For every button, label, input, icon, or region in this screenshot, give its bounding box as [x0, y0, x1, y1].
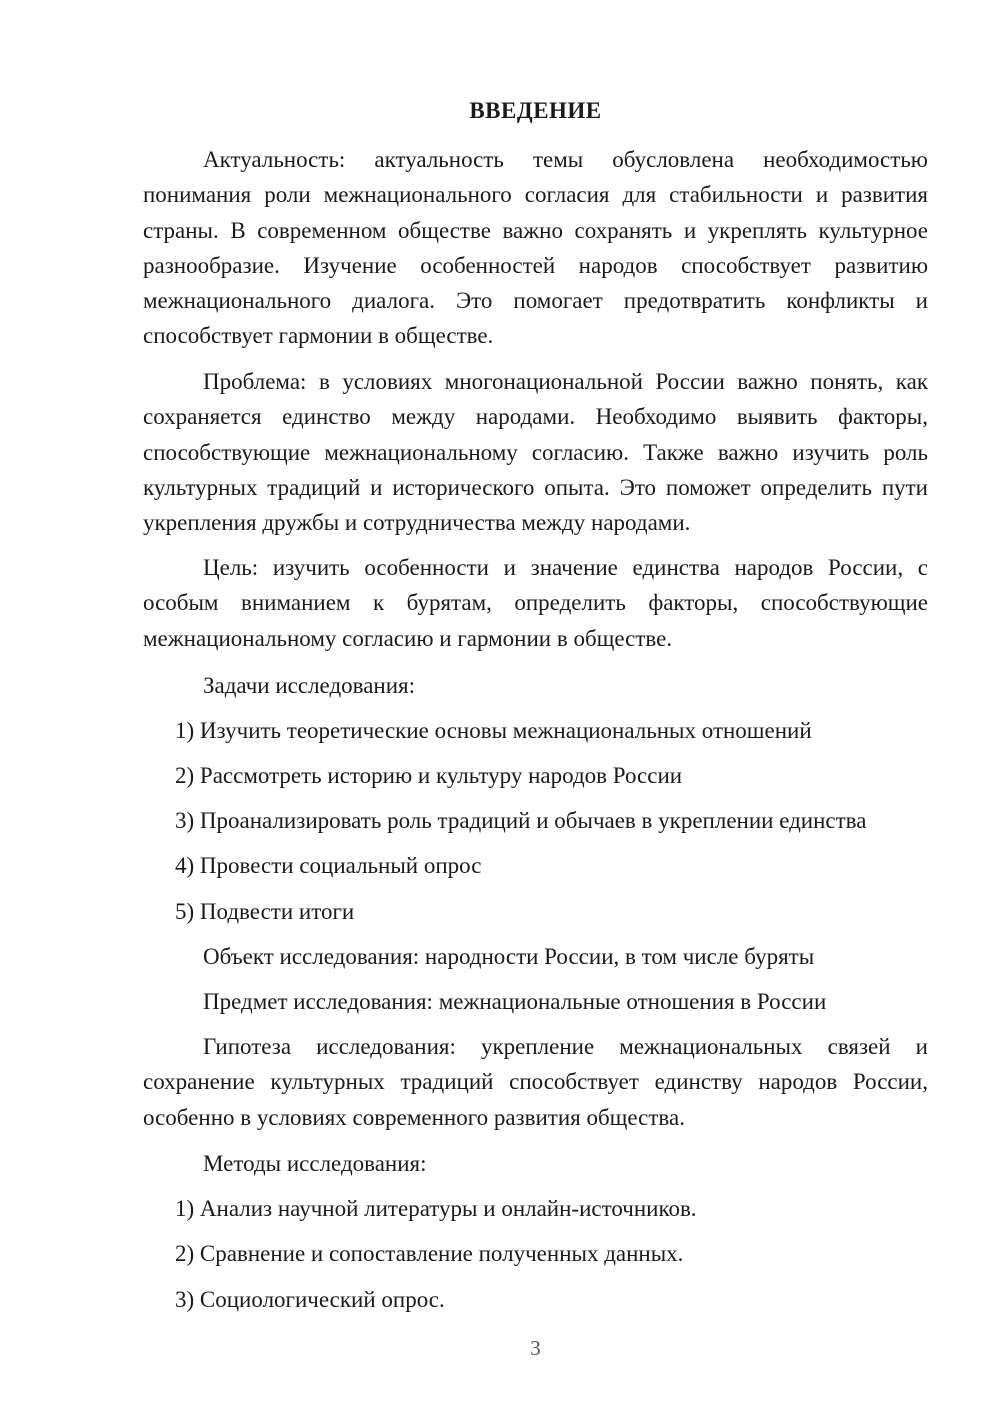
- problem-paragraph: Проблема: в условиях многонациональной России важно понять, как сохраняется единство между народами. Необходимо выявить факторы, способствующие межнациональному согласию. Также важно изучить роль культурных традиций и исторического опыта. Это поможет определить пути укрепления дружбы и сотрудничества между народами.: [143, 369, 928, 536]
- task-item: 4) Провести социальный опрос: [175, 853, 482, 878]
- research-subject: Предмет исследования: межнациональные отношения в России: [203, 989, 827, 1014]
- methods-heading: Методы исследования:: [203, 1151, 427, 1176]
- goal-paragraph: Цель: изучить особенности и значение единства народов России, с особым вниманием к бурятам, определить факторы, способствующие межнациональному согласию и гармонии в обществе.: [143, 555, 928, 651]
- method-item: 3) Социологический опрос.: [175, 1287, 445, 1312]
- relevance-paragraph: Актуальность: актуальность темы обусловлена необходимостью понимания роли межнационального согласия для стабильности и развития страны. В современном обществе важно сохранять и укреплять культурное разнообразие. Изучение особенностей народов способствует развитию межнационального диалога. Это помогает предотвратить конфликты и способствует гармонии в обществе.: [143, 147, 928, 349]
- page-title: ВВЕДЕНИЕ: [469, 98, 602, 123]
- page-number: 3: [530, 1336, 541, 1360]
- method-item: 2) Сравнение и сопоставление полученных данных.: [175, 1241, 684, 1266]
- hypothesis-paragraph: Гипотеза исследования: укрепление межнациональных связей и сохранение культурных традиций способствует единству народов России, особенно в условиях современного развития общества.: [143, 1034, 928, 1130]
- task-item: 3) Проанализировать роль традиций и обычаев в укреплении единства: [175, 808, 867, 833]
- task-item: 1) Изучить теоретические основы межнациональных отношений: [175, 718, 812, 743]
- research-object: Объект исследования: народности России, в том числе буряты: [203, 944, 815, 969]
- task-item: 2) Рассмотреть историю и культуру народов России: [175, 763, 683, 788]
- method-item: 1) Анализ научной литературы и онлайн-источников.: [175, 1196, 697, 1221]
- tasks-heading: Задачи исследования:: [203, 673, 416, 698]
- task-item: 5) Подвести итоги: [175, 899, 355, 924]
